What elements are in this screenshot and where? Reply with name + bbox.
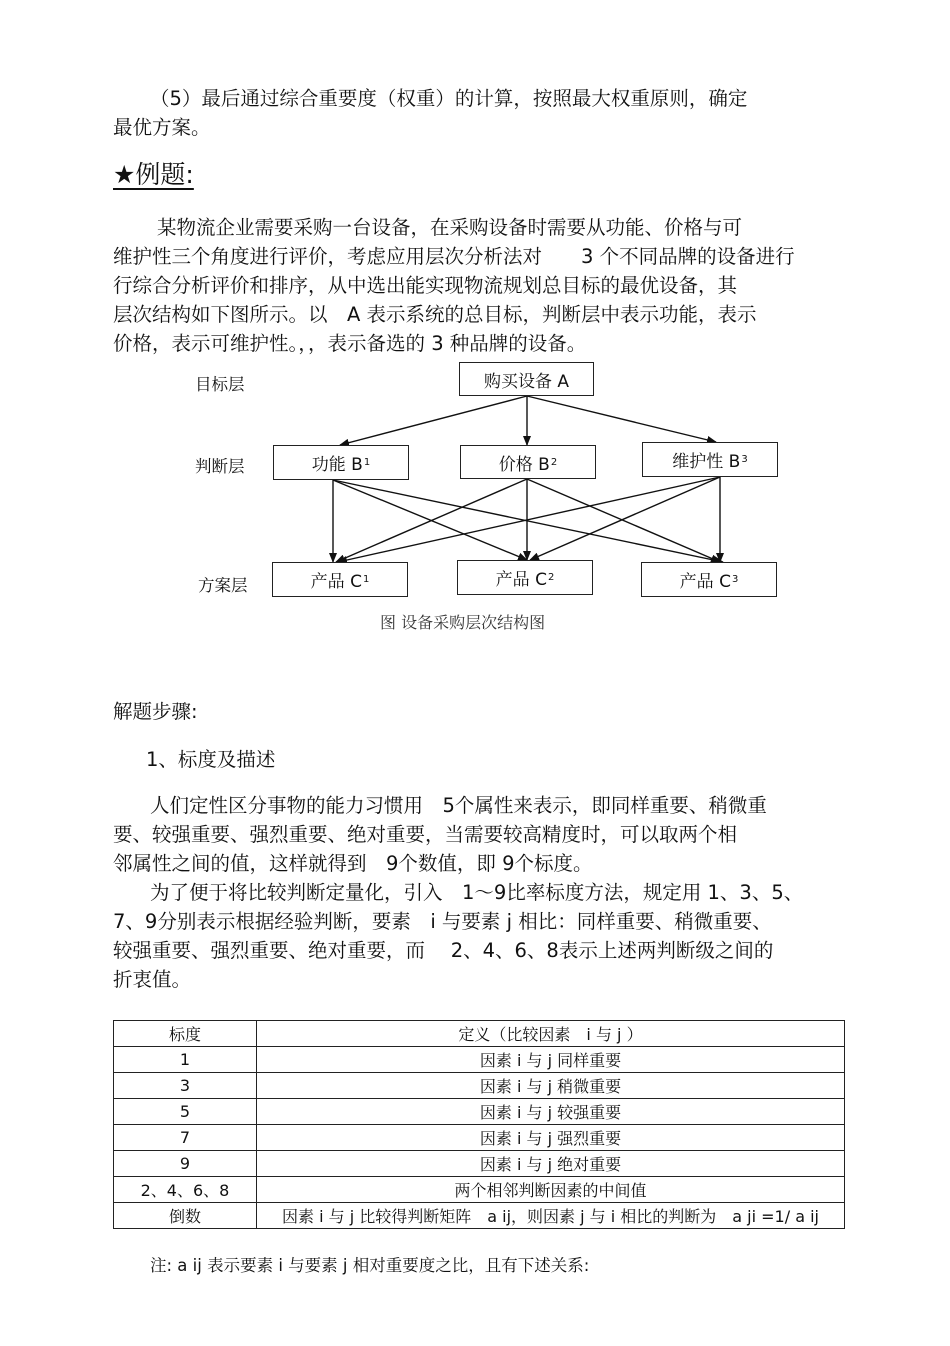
step1-title: 1、标度及描述 xyxy=(146,748,276,771)
layer-label-goal: 目标层 xyxy=(195,375,245,394)
criteria-node-b3-sub: 3 xyxy=(741,454,748,465)
table-cell-scale: 1 xyxy=(114,1047,257,1073)
note-line: 注: a ij 表示要素 i 与要素 j 相对重要度之比，且有下述关系: xyxy=(150,1256,590,1275)
criteria-node-b1-label: 功能 B xyxy=(311,455,363,475)
step5-line-2: 最优方案。 xyxy=(113,116,211,139)
layer-label-alternatives: 方案层 xyxy=(198,576,248,595)
alternative-node-c2-sub: 2 xyxy=(547,572,555,583)
table-row xyxy=(114,1177,845,1203)
table-cell-definition: 两个相邻判断因素的中间值 xyxy=(257,1177,845,1203)
alternative-node-c1-label: 产品 C xyxy=(310,572,362,592)
scale-line-5: 7、9分别表示根据经验判断，要素 i 与要素 j 相比：同样重要、稍微重要、 xyxy=(113,910,772,933)
steps-heading: 解题步骤: xyxy=(113,700,198,723)
criteria-node-b2-sub: 2 xyxy=(550,456,558,468)
alternative-node-c2-label: 产品 C xyxy=(495,570,547,590)
table-cell-definition: 因素 i 与 j 绝对重要 xyxy=(257,1151,845,1177)
example-line-5: 价格，表示可维护性。，，表示备选的 3 种品牌的设备。 xyxy=(113,332,587,355)
table-cell-scale: 9 xyxy=(114,1151,257,1177)
alternative-node-c3 xyxy=(641,562,777,597)
table-cell-definition: 因素 i 与 j 强烈重要 xyxy=(257,1125,845,1151)
criteria-node-b2 xyxy=(460,445,596,479)
table-cell-scale: 3 xyxy=(114,1073,257,1099)
alternative-node-c3-label: 产品 C xyxy=(679,572,731,592)
edge-b2-c3 xyxy=(527,479,720,562)
scale-line-4: 为了便于将比较判断定量化，引入 1～9比率标度方法，规定用 1、3、5、 xyxy=(150,881,804,904)
edge-b3-c2 xyxy=(530,477,720,560)
table-cell-scale: 2、4、6、8 xyxy=(114,1177,257,1203)
table-row xyxy=(114,1099,845,1125)
scale-line-6: 较强重要、强烈重要、绝对重要，而 2、4、6、8表示上述两判断级之间的 xyxy=(113,939,774,962)
goal-node xyxy=(459,362,594,396)
alternative-node-c2 xyxy=(457,560,593,595)
table-row xyxy=(114,1047,845,1073)
scale-line-1: 人们定性区分事物的能力习惯用 5个属性来表示，即同样重要、稍微重 xyxy=(150,794,767,817)
example-line-1: 某物流企业需要采购一台设备，在采购设备时需要从功能、价格与可 xyxy=(157,216,743,239)
alternative-node-c1 xyxy=(272,562,408,597)
example-line-4: 层次结构如下图所示。以 A 表示系统的总目标，判断层中表示功能，表示 xyxy=(113,303,757,326)
table-row xyxy=(114,1125,845,1151)
criteria-node-b2-label: 价格 B xyxy=(498,454,550,475)
table-cell-definition: 因素 i 与 j 稍微重要 xyxy=(257,1073,845,1099)
table-cell-scale: 倒数 xyxy=(114,1203,257,1229)
table-cell-scale: 7 xyxy=(114,1125,257,1151)
table-cell-definition: 因素 i 与 j 较强重要 xyxy=(257,1099,845,1125)
edge-a-b1 xyxy=(340,396,527,445)
criteria-node-b1 xyxy=(273,445,409,480)
criteria-node-b3 xyxy=(642,442,778,477)
edge-b2-c1 xyxy=(336,479,527,562)
table-cell-definition: 因素 i 与 j 同样重要 xyxy=(257,1047,845,1073)
step5-line-1: （5）最后通过综合重要度（权重）的计算，按照最大权重原则，确定 xyxy=(150,87,748,110)
table-row xyxy=(114,1151,845,1177)
table-header-row xyxy=(114,1021,845,1047)
layer-label-criteria: 判断层 xyxy=(195,457,245,476)
table-cell-definition: 因素 i 与 j 比较得判断矩阵 a ij，则因素 j 与 i 相比的判断为 a ji =1/ a ij xyxy=(257,1203,845,1229)
table-cell-scale: 5 xyxy=(114,1099,257,1125)
scale-line-7: 折衷值。 xyxy=(113,968,192,991)
scale-table xyxy=(113,1020,845,1229)
alternative-node-c1-sub: 1 xyxy=(362,574,370,585)
example-line-2: 维护性三个角度进行评价，考虑应用层次分析法对 3 个不同品牌的设备进行 xyxy=(113,245,795,268)
alternative-node-c3-sub: 3 xyxy=(731,574,739,585)
table-row xyxy=(114,1073,845,1099)
criteria-node-b3-label: 维护性 B xyxy=(672,452,741,472)
table-header-definition: 定义（比较因素 i 与 j ） xyxy=(257,1021,845,1047)
diagram-caption: 图 设备采购层次结构图 xyxy=(380,613,546,632)
table-row xyxy=(114,1203,845,1229)
scale-line-2: 要、较强重要、强烈重要、绝对重要，当需要较高精度时，可以取两个相 xyxy=(113,823,738,846)
example-line-3: 行综合分析评价和排序，从中选出能实现物流规划总目标的最优设备，其 xyxy=(113,274,738,297)
table-header-scale: 标度 xyxy=(114,1021,257,1047)
edge-a-b3 xyxy=(527,396,716,442)
goal-node-label: 购买设备 A xyxy=(483,371,570,392)
scale-line-3: 邻属性之间的值，这样就得到 9个数值，即 9个标度。 xyxy=(113,852,593,875)
criteria-node-b1-sub: 1 xyxy=(363,457,371,468)
example-heading: ★例题: xyxy=(113,160,194,189)
